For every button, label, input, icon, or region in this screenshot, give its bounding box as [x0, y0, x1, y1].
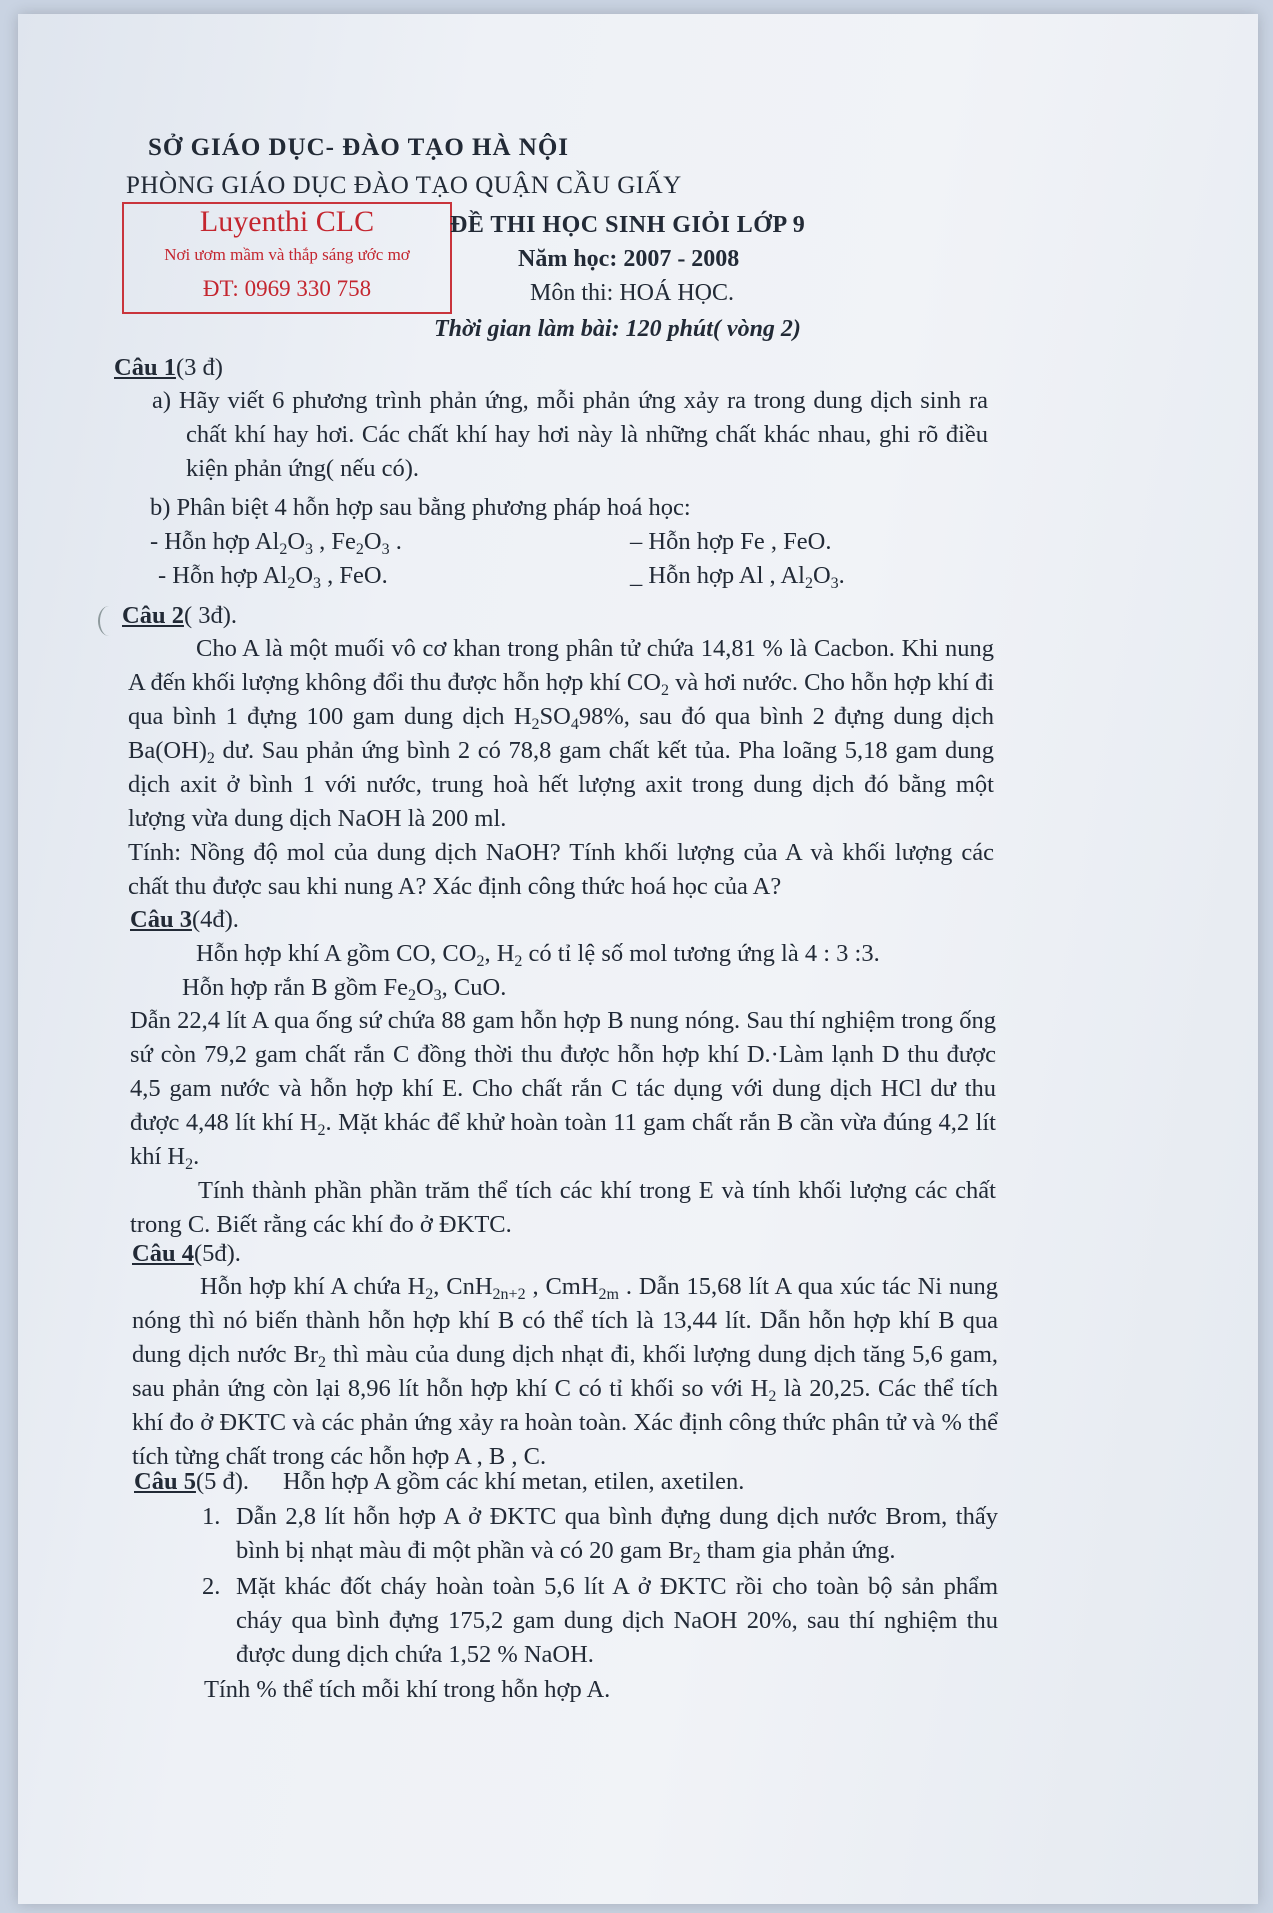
question-2-heading	[122, 602, 237, 630]
pen-mark	[98, 606, 120, 636]
question-5-item-1: 1. Dẫn 2,8 lít hỗn hợp A ở ĐKTC qua bình đựng dung dịch nước Brom, thấy bình bị nhạt màu đi một phần và có 20 gam $Br_2$ tham gia phản ứng.	[202, 1503, 998, 1567]
exam-subject: Môn thi: HOÁ HỌC.	[530, 280, 735, 306]
question-5-intro: Hỗn hợp A gồm các khí metan, etilen, axetilen.	[283, 1468, 745, 1495]
question-4-heading	[132, 1240, 241, 1268]
question-3-task: Tính thành phần phần trăm thể tích các khí trong E và tính khối lượng các chất trong C. Biết rằng các khí đo ở ĐKTC.	[130, 1177, 996, 1238]
question-5-task: Tính % thể tích mỗi khí trong hỗn hợp A.	[204, 1676, 611, 1703]
mixture-2: – Hỗn hợp Fe , FeO.	[630, 528, 832, 555]
question-2-label: Câu 2	[122, 602, 184, 629]
question-4-body: Hỗn hợp khí A chứa $H_2$, CnH$_{2n+2}$ , CmH$_{2m}$ . Dẫn 15,68 lít A qua xúc tác Ni nung nóng thì nó biến thành hỗn hợp khí B có thể tích là 13,44 lít. Dẫn hỗn hợp khí B qua dung dịch nước $Br_2$ thì màu của dung dịch nhạt đi, khối lượng dung dịch tăng 5,6 gam, sau phản ứng còn lại 8,96 lít hỗn hợp khí C có tỉ khối so với $H_2$ là 20,25. Các thể tích khí đo ở ĐKTC và các phản ứng xảy ra hoàn toàn. Xác định công thức phân tử và % thể tích từng chất trong các hỗn hợp A , B , C.	[132, 1273, 999, 1470]
exam-page	[18, 14, 1258, 1904]
stamp-slogan: Nơi ươm mầm và thắp sáng ước mơ	[164, 245, 410, 264]
question-1a: a) Hãy viết 6 phương trình phản ứng, mỗi phản ứng xảy ra trong dung dịch sinh ra chất khí hay hơi. Các chất khí hay hơi này là những chất khác nhau, ghi rõ điều kiện phản ứng( nếu có).	[152, 387, 988, 482]
mixture-4: _ Hỗn hợp Al , $Al_2O_3$.	[630, 562, 845, 592]
question-5-heading	[134, 1468, 744, 1496]
mixture-1: - Hỗn hợp $Al_2O_3$ , $Fe_2O_3$ .	[150, 528, 402, 558]
exam-title: ĐỀ THI HỌC SINH GIỎI LỚP 9	[450, 212, 806, 238]
question-5-label: Câu 5	[134, 1468, 196, 1495]
luyenthi-stamp	[122, 202, 452, 314]
question-3-heading	[130, 906, 239, 934]
stamp-phone: ĐT: 0969 330 758	[202, 276, 372, 301]
department-heading: SỞ GIÁO DỤC- ĐÀO TẠO HÀ NỘI	[148, 134, 570, 161]
question-1-points: (3 đ)	[175, 354, 223, 381]
question-2-points: ( 3đ).	[183, 602, 238, 629]
school-year: Năm học: 2007 - 2008	[518, 246, 740, 272]
question-3-label: Câu 3	[130, 906, 192, 933]
question-4-points: (5đ).	[193, 1240, 241, 1267]
exam-time: Thời gian làm bài: 120 phút( vòng 2)	[434, 316, 801, 342]
office-heading: PHÒNG GIÁO DỤC ĐÀO TẠO QUẬN CẦU GIẤY	[126, 172, 682, 199]
mixture-3: - Hỗn hợp $Al_2O_3$ , FeO.	[158, 562, 388, 592]
question-3-line-2: Hỗn hợp rắn B gồm $Fe_2O_3$, CuO.	[182, 974, 507, 1004]
question-5-points: (5 đ).	[195, 1468, 250, 1495]
question-1b: b) Phân biệt 4 hỗn hợp sau bằng phương pháp hoá học:	[150, 494, 691, 521]
question-4-label: Câu 4	[132, 1240, 194, 1267]
question-3-points: (4đ).	[191, 906, 239, 933]
question-2-task: Tính: Nồng độ mol của dung dịch NaOH? Tính khối lượng của A và khối lượng các chất thu được sau khi nung A? Xác định công thức hoá học của A?	[128, 839, 994, 900]
question-5-item-2: 2. Mặt khác đốt cháy hoàn toàn 5,6 lít A ở ĐKTC rồi cho toàn bộ sản phẩm cháy qua bình đựng 175,2 gam dung dịch NaOH 20%, sau thí nghiệm thu được dung dịch chứa 1,52 % NaOH.	[202, 1573, 998, 1668]
question-1-label: Câu 1	[114, 354, 176, 381]
question-3-line-1: Hỗn hợp khí A gồm CO, $CO_2$, $H_2$ có tỉ lệ số mol tương ứng là 4 : 3 :3.	[196, 940, 880, 970]
question-1-heading	[114, 354, 223, 382]
question-2-body: Cho A là một muối vô cơ khan trong phân tử chứa 14,81 % là Cacbon. Khi nung A đến khối lượng không đổi thu được hỗn hợp khí $CO_2$ và hơi nước. Cho hỗn hợp khí đi qua bình 1 đựng 100 gam dung dịch $H_2SO_498\%$, sau đó qua bình 2 đựng dung dịch $Ba(OH)_2$ dư. Sau phản ứng bình 2 có 78,8 gam chất kết tủa. Pha loãng 5,18 gam dung dịch axit ở bình 1 với nước, trung hoà hết lượng axit trong dung dịch đó bằng một lượng vừa dung dịch NaOH là 200 ml.	[128, 635, 995, 832]
stamp-name: Luyenthi CLC	[199, 205, 375, 238]
question-3-body: Dẫn 22,4 lít A qua ống sứ chứa 88 gam hỗn hợp B nung nóng. Sau thí nghiệm trong ống sứ còn 79,2 gam chất rắn C đồng thời thu được hỗn hợp khí D.·Làm lạnh D thu được 4,5 gam nước và hỗn hợp khí E. Cho chất rắn C tác dụng với dung dịch HCl dư thu được 4,48 lít khí $H_2$. Mặt khác để khử hoàn toàn 11 gam chất rắn B cần vừa đúng 4,2 lít khí $H_2$.	[130, 1007, 996, 1173]
